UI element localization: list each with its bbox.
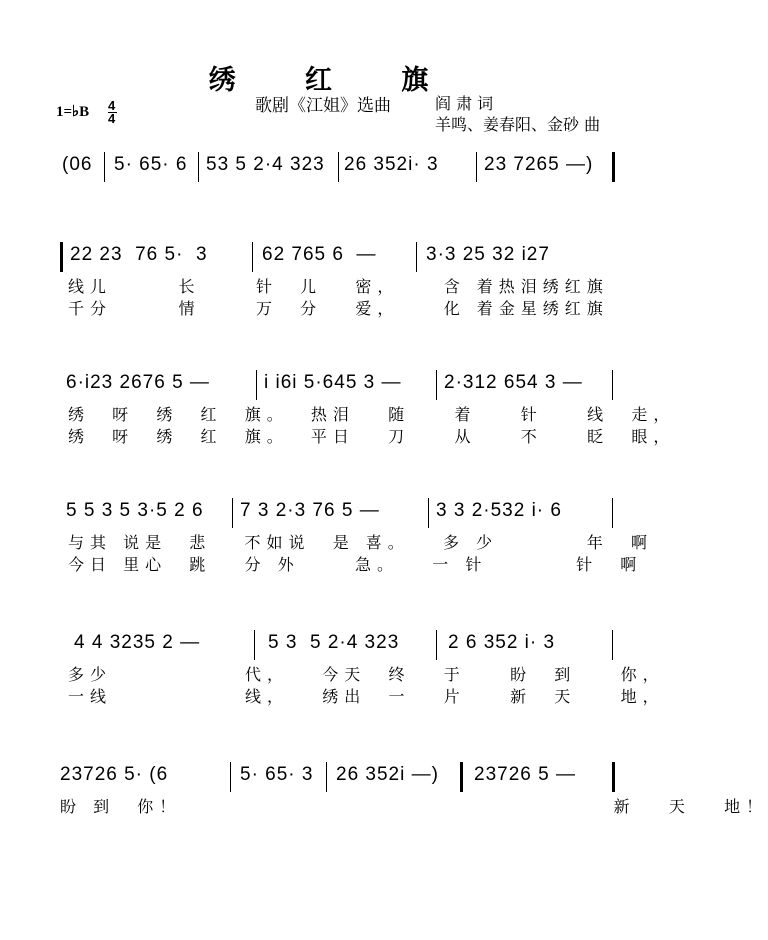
measure: 26 352i· 3 (344, 154, 439, 175)
lyric-line-2: 绣 呀 绣 红 旗。 平日 刀 从 不 眨 眼， (68, 427, 676, 446)
lyric-line-1: 线儿 长 针 儿 密， 含 着热泪绣红旗 (68, 277, 609, 296)
notation-line (56, 368, 616, 398)
lyric-line-1: 多少 代， 今天 终 于 盼 到 你， (68, 665, 665, 684)
lyricist-credit: 阎 肃 词 (435, 94, 494, 113)
lyric-line-2: 千分 情 万 分 爱， 化 着金星绣红旗 (68, 299, 609, 318)
measure: 62 765 6 — (262, 244, 377, 265)
time-signature (108, 100, 117, 125)
time-signature-bottom: 4 (108, 111, 116, 126)
lyric-line-1: 绣 呀 绣 红 旗。 热泪 随 着 针 线 走， (68, 405, 676, 424)
measure: i i6i 5·645 3 — (264, 372, 402, 393)
measure: 3·3 25 32 i27 (426, 244, 550, 265)
song-title: 绣 红 旗 (208, 65, 459, 96)
measure: 7 3 2·3 76 5 — (240, 500, 380, 521)
measure: 23726 5· (6 (60, 764, 169, 785)
lyric-line-2: 今日 里心 跳 分 外 急。 一 针 针 啊 (68, 555, 643, 574)
notation-line (56, 628, 616, 658)
measure: 2 6 352 i· 3 (448, 632, 556, 653)
composer-credit: 羊鸣、姜春阳、金砂 曲 (435, 115, 601, 134)
measure: (06 (62, 154, 93, 175)
measure: 5 5 3 5 3·5 2 6 (66, 500, 204, 521)
measure: 22 23 76 5· 3 (70, 244, 208, 265)
key-signature: 1=♭B (56, 104, 90, 120)
lyric-line-1: 与其 说是 悲 不如说 是 喜。 多 少 年 啊 (68, 533, 653, 552)
measure: 23 7265 —) (484, 154, 594, 175)
measure: 23726 5 — (474, 764, 576, 785)
notation-line (56, 496, 616, 526)
measure: 4 4 3235 2 — (74, 632, 201, 653)
measure: 2·312 654 3 — (444, 372, 583, 393)
notation-line (56, 760, 616, 790)
notation-line (56, 150, 616, 180)
lyric-line-2: 一线 线， 绣出 一 片 新 天 地， (68, 687, 665, 706)
time-signature-top: 4 (108, 98, 116, 113)
measure: 5· 65· 6 (114, 154, 188, 175)
measure: 3 3 2·532 i· 6 (436, 500, 562, 521)
lyric-line-1: 盼 到 你！ 新 天 地！ (60, 797, 768, 816)
measure: 26 352i —) (336, 764, 439, 785)
measure: 53 5 2·4 323 (206, 154, 325, 175)
measure: 5· 65· 3 (240, 764, 314, 785)
measure: 5 3 5 2·4 323 (268, 632, 400, 653)
measure: 6·i23 2676 5 — (66, 372, 210, 393)
notation-line (56, 240, 616, 270)
opera-subtitle: 歌剧《江姐》选曲 (255, 96, 391, 116)
